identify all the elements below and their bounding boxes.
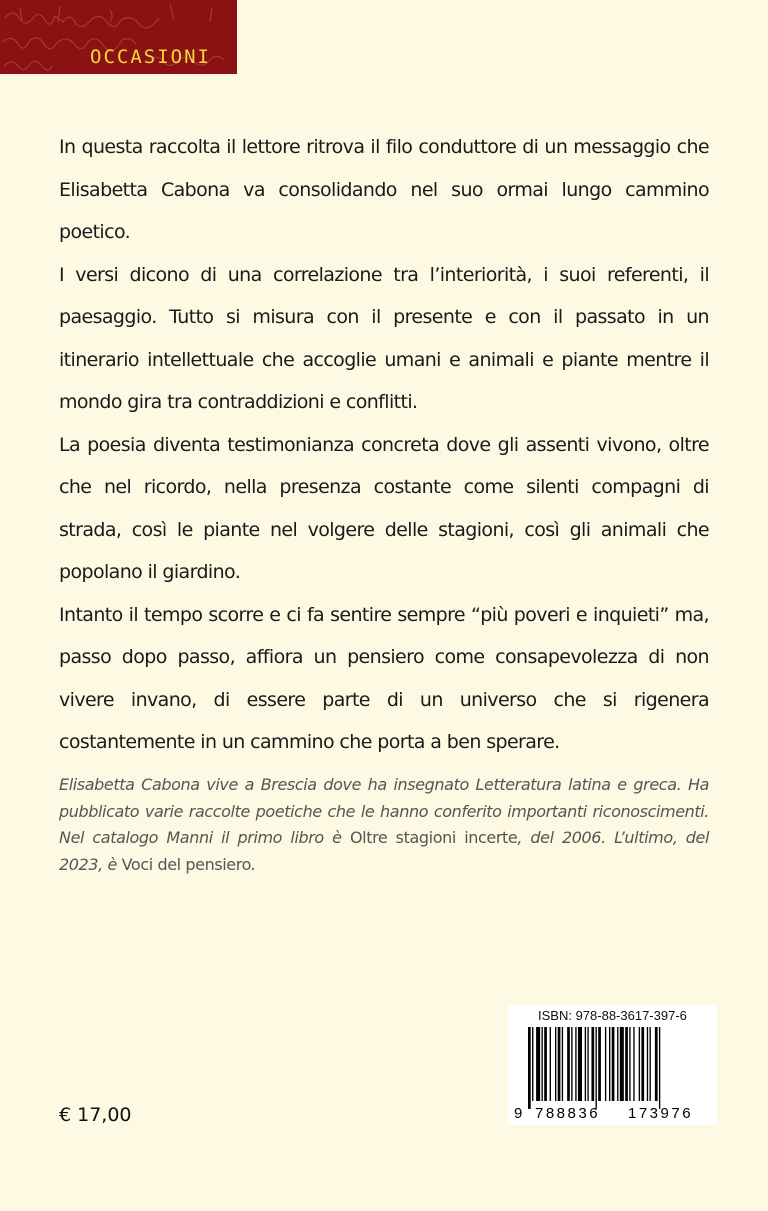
barcode-digit-first: 9 bbox=[514, 1105, 523, 1122]
barcode-graphic bbox=[508, 1005, 717, 1125]
blurb-paragraph-2: I versi dicono di una correlazione tra l’interiorità, i suoi referenti, il paesaggio. Tutto si misura con il presente e con il passato in un itinerario intellettuale che accoglie umani e animali e piante mentre il mondo gira tra contraddizioni e conflitti. bbox=[59, 263, 709, 413]
barcode-bar bbox=[542, 1027, 543, 1101]
barcode-bar bbox=[591, 1027, 594, 1101]
barcode-bar bbox=[575, 1027, 576, 1101]
barcode-bar bbox=[596, 1027, 597, 1109]
bio-book-title-1: Oltre stagioni incerte bbox=[349, 828, 518, 847]
barcode-bar bbox=[571, 1027, 572, 1101]
barcode-bar bbox=[620, 1027, 624, 1101]
barcode-bar bbox=[544, 1027, 547, 1101]
barcode-bar bbox=[567, 1027, 570, 1101]
barcode-bar bbox=[587, 1027, 588, 1101]
barcode-digits-right: 173976 bbox=[628, 1105, 694, 1122]
barcode-bar bbox=[609, 1027, 610, 1101]
barcode-bar bbox=[655, 1027, 658, 1101]
author-bio bbox=[59, 772, 709, 878]
barcode-bar bbox=[612, 1027, 615, 1101]
barcode-bar bbox=[625, 1027, 628, 1101]
barcode-bar bbox=[629, 1027, 630, 1101]
barcode-bar bbox=[550, 1027, 551, 1101]
barcode-bar bbox=[528, 1027, 531, 1109]
blurb-paragraph-4: Intanto il tempo scorre e ci fa sentire sempre “più poveri e inquieti” ma, passo dopo passo, affiora un pensiero come consapevolezza di non vivere invano, di essere parte di un universo che si rigenera costantemente in un cammino che porta a ben sperare. bbox=[59, 603, 709, 753]
barcode-bar bbox=[617, 1027, 618, 1101]
barcode-digits-left: 788836 bbox=[535, 1105, 601, 1122]
barcode-bar bbox=[558, 1027, 561, 1101]
series-label: OCCASIONI bbox=[90, 46, 211, 68]
barcode-bar bbox=[578, 1027, 582, 1101]
barcode-bar bbox=[647, 1027, 648, 1101]
blurb-paragraph-3: La poesia diventa testimonianza concreta dove gli assenti vivono, oltre che nel ricordo, nella presenza costante come silenti compagni di strada, così le piante nel volgere delle stagioni, così gli animali che popolano il giardino. bbox=[59, 433, 709, 583]
back-cover-blurb bbox=[59, 126, 709, 764]
barcode-bar bbox=[598, 1027, 601, 1101]
barcode-bar bbox=[650, 1027, 651, 1101]
barcode-bar bbox=[633, 1027, 634, 1101]
barcode-bar bbox=[659, 1027, 660, 1109]
barcode-bar bbox=[555, 1027, 556, 1101]
barcode-bar bbox=[605, 1027, 606, 1101]
bio-book-title-2: Voci del pensiero bbox=[121, 854, 251, 874]
bio-text-1: Elisabetta Cabona vive a Brescia dove ha insegnato Letteratura latina e greca. Ha pubblicato varie raccolte poetiche che le hanno conferito importanti riconoscimenti. Nel catalogo Manni il primo libro è bbox=[59, 775, 709, 847]
isbn-label: ISBN: 978-88-3617-397-6 bbox=[538, 1008, 687, 1023]
barcode-bar bbox=[532, 1027, 533, 1101]
blurb-paragraph-1: In questa raccolta il lettore ritrova il filo conduttore di un messaggio che Elisabetta Cabona va consolidando nel suo ormai lungo cammino poetico. bbox=[59, 136, 709, 243]
barcode-bar bbox=[585, 1027, 586, 1101]
bio-text-2: , del 2006. L’ultimo, del 2023, è bbox=[59, 828, 709, 874]
barcode-bar bbox=[536, 1027, 540, 1101]
barcode-bar bbox=[639, 1027, 640, 1101]
series-badge bbox=[0, 0, 237, 74]
isbn-barcode bbox=[508, 1005, 717, 1125]
barcode-bar bbox=[641, 1027, 644, 1101]
barcode-bar bbox=[562, 1027, 563, 1101]
bio-text-3: . bbox=[250, 854, 256, 874]
price-label: € 17,00 bbox=[59, 1104, 132, 1126]
